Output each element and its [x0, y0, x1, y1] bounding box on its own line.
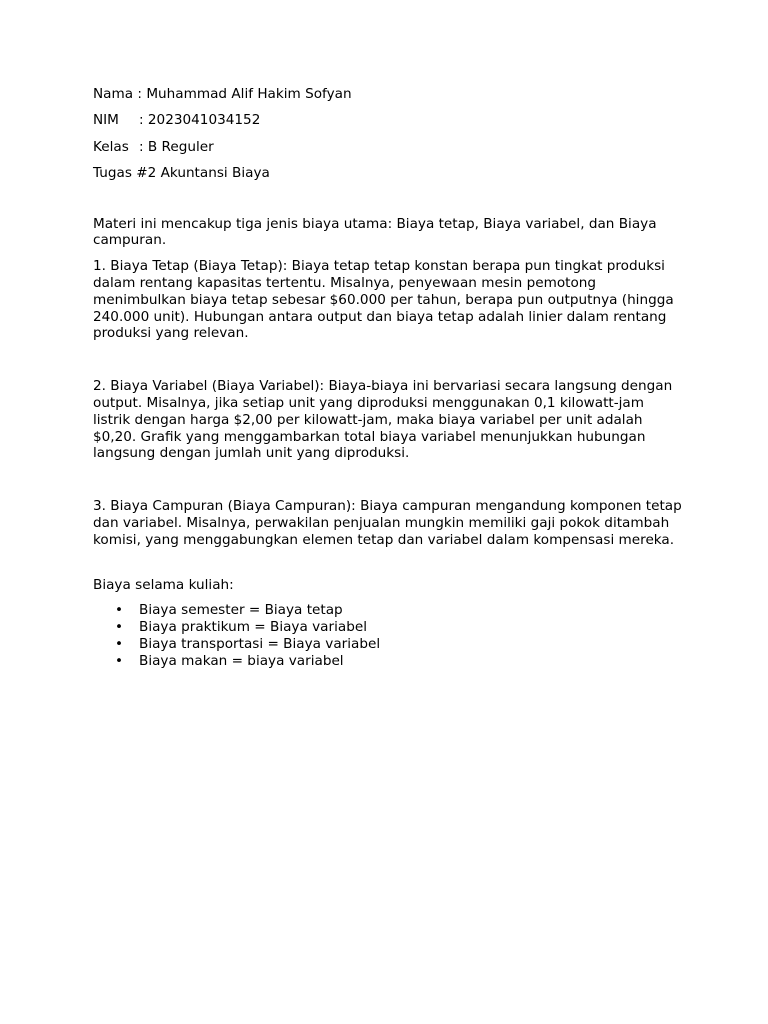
- name-label: Nama: [93, 86, 134, 102]
- bullet-icon: •: [115, 652, 124, 669]
- intro-paragraph: Materi ini mencakup tiga jenis biaya utama: Biaya tetap, Biaya variabel, dan Biaya campuran.: [93, 215, 657, 249]
- list-item: [93, 602, 683, 619]
- bullet-icon: •: [115, 619, 124, 636]
- list-item-text: Biaya semester = Biaya tetap: [139, 602, 343, 619]
- list-item: [93, 619, 683, 636]
- class-label: Kelas: [93, 138, 129, 155]
- nim-line: NIM : 2023041034152: [93, 112, 261, 129]
- list-item: [93, 653, 683, 670]
- class-line: Kelas : B Reguler: [93, 138, 214, 155]
- list-item: [93, 636, 683, 653]
- bullet-icon: •: [115, 636, 124, 653]
- name-line: Nama : Muhammad Alif Hakim Sofyan: [93, 86, 352, 102]
- nim-value: 2023041034152: [147, 112, 261, 129]
- bullet-icon: •: [115, 602, 124, 619]
- cost-list: [93, 602, 683, 669]
- cost-list-title: Biaya selama kuliah:: [93, 576, 234, 593]
- name-value: Muhammad Alif Hakim Sofyan: [146, 86, 352, 102]
- nim-label: NIM: [93, 112, 119, 129]
- assignment-title: Tugas #2 Akuntansi Biaya: [93, 164, 270, 181]
- class-value: B Reguler: [147, 138, 214, 155]
- mixed-cost-paragraph: 3. Biaya Campuran (Biaya Campuran): Biaya campuran mengandung komponen tetap dan variabel. Misalnya, perwakilan penjualan mungkin memiliki gaji pokok ditambah komisi, yang menggabungkan elemen tetap dan variabel dalam kompensasi mereka.: [93, 498, 682, 548]
- list-item-text: Biaya transportasi = Biaya variabel: [139, 636, 381, 653]
- list-item-text: Biaya makan = biaya variabel: [139, 652, 344, 669]
- variable-cost-paragraph: 2. Biaya Variabel (Biaya Variabel): Biaya-biaya ini bervariasi secara langsung dengan output. Misalnya, jika setiap unit yang diproduksi menggunakan 0,1 kilowatt-jam listrik dengan harga $2,00 per kilowatt-jam, maka biaya variabel per unit adalah $0,20. Grafik yang menggambarkan total biaya variabel menunjukkan hubungan langsung dengan jumlah unit yang diproduksi.: [93, 378, 673, 462]
- list-item-text: Biaya praktikum = Biaya variabel: [139, 619, 367, 636]
- document-page: [93, 86, 683, 670]
- fixed-cost-paragraph: 1. Biaya Tetap (Biaya Tetap): Biaya tetap tetap konstan berapa pun tingkat produksi dalam rentang kapasitas tertentu. Misalnya, penyewaan mesin pemotong menimbulkan biaya tetap sebesar $60.000 per tahun, berapa pun outputnya (hingga 240.000 unit). Hubungan antara output dan biaya tetap adalah linier dalam rentang produksi yang relevan.: [93, 258, 674, 342]
